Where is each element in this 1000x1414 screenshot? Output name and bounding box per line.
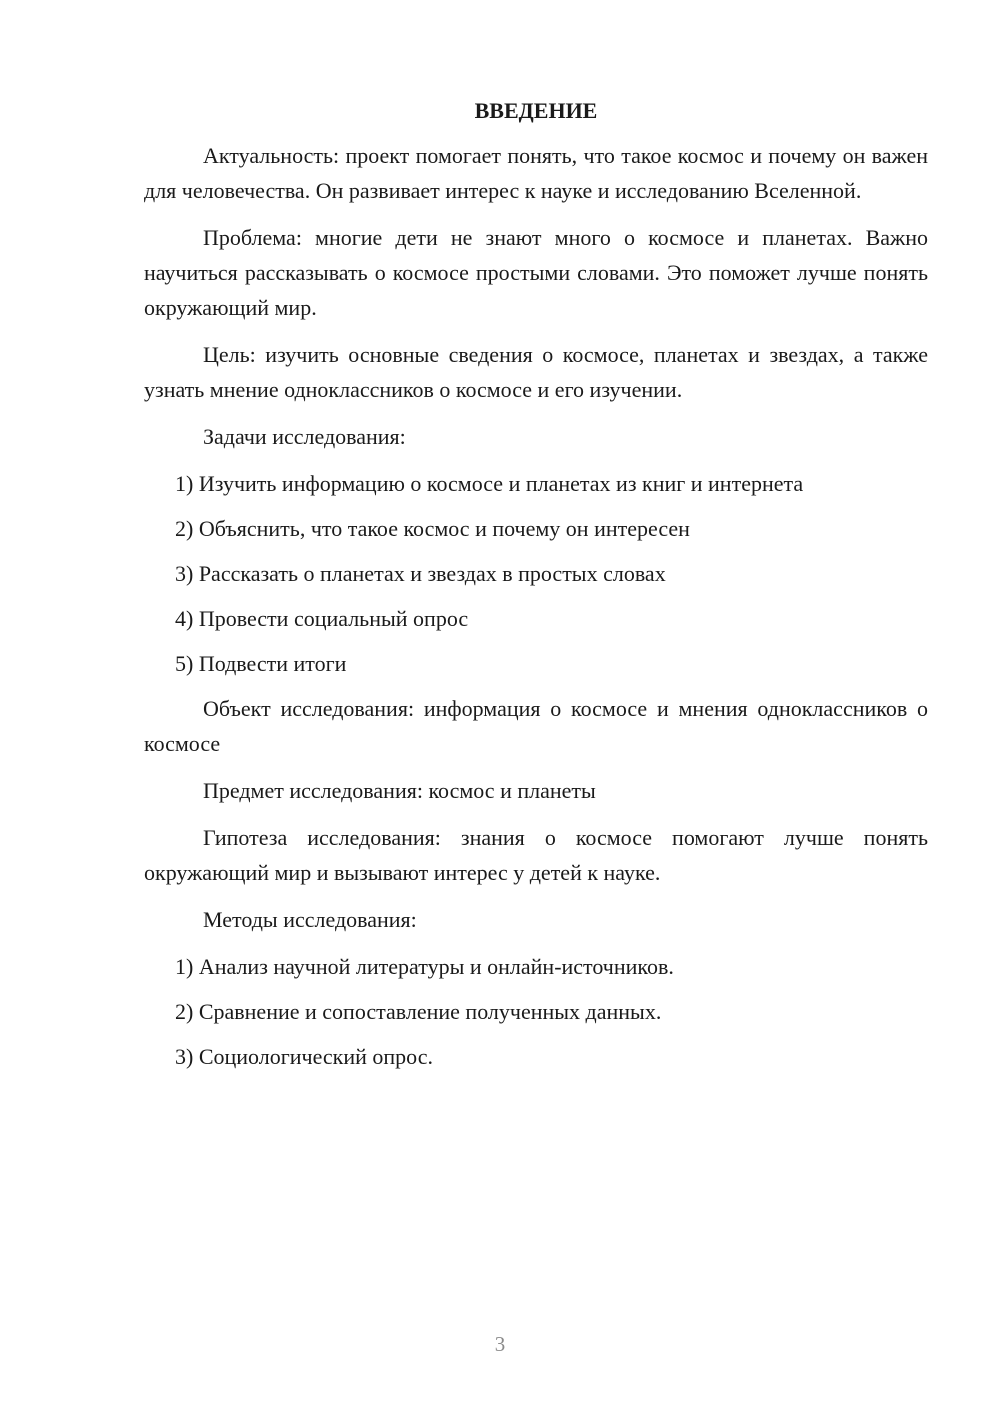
object-paragraph: Объект исследования: информация о космосе и мнения одноклассников о космосе bbox=[144, 696, 928, 756]
methods-heading: Методы исследования: bbox=[203, 907, 417, 932]
relevance-paragraph: Актуальность: проект помогает понять, что такое космос и почему он важен для человечества. Он развивает интерес к науке и исследованию Вселенной. bbox=[144, 143, 928, 203]
task-item: 4) Провести социальный опрос bbox=[175, 606, 469, 631]
tasks-heading: Задачи исследования: bbox=[203, 424, 406, 449]
method-item: 1) Анализ научной литературы и онлайн-источников. bbox=[175, 954, 674, 979]
method-item: 2) Сравнение и сопоставление полученных данных. bbox=[175, 999, 662, 1024]
task-item: 5) Подвести итоги bbox=[175, 651, 347, 676]
hypothesis-paragraph: Гипотеза исследования: знания о космосе помогают лучше понять окружающий мир и вызывают интерес у детей к науке. bbox=[144, 825, 928, 885]
task-item: 1) Изучить информацию о космосе и планетах из книг и интернета bbox=[175, 471, 804, 496]
task-item: 2) Объяснить, что такое космос и почему он интересен bbox=[175, 516, 690, 541]
subject-paragraph: Предмет исследования: космос и планеты bbox=[203, 778, 596, 803]
method-item: 3) Социологический опрос. bbox=[175, 1044, 433, 1069]
problem-paragraph: Проблема: многие дети не знают много о космосе и планетах. Важно научиться рассказывать о космосе простыми словами. Это поможет лучше понять окружающий мир. bbox=[144, 225, 928, 320]
goal-paragraph: Цель: изучить основные сведения о космосе, планетах и звездах, а также узнать мнение одноклассников о космосе и его изучении. bbox=[144, 342, 928, 402]
section-heading: ВВЕДЕНИЕ bbox=[474, 98, 598, 123]
page-content bbox=[144, 96, 928, 1084]
page-number: 3 bbox=[494, 1332, 506, 1356]
task-item: 3) Рассказать о планетах и звездах в простых словах bbox=[175, 561, 666, 586]
